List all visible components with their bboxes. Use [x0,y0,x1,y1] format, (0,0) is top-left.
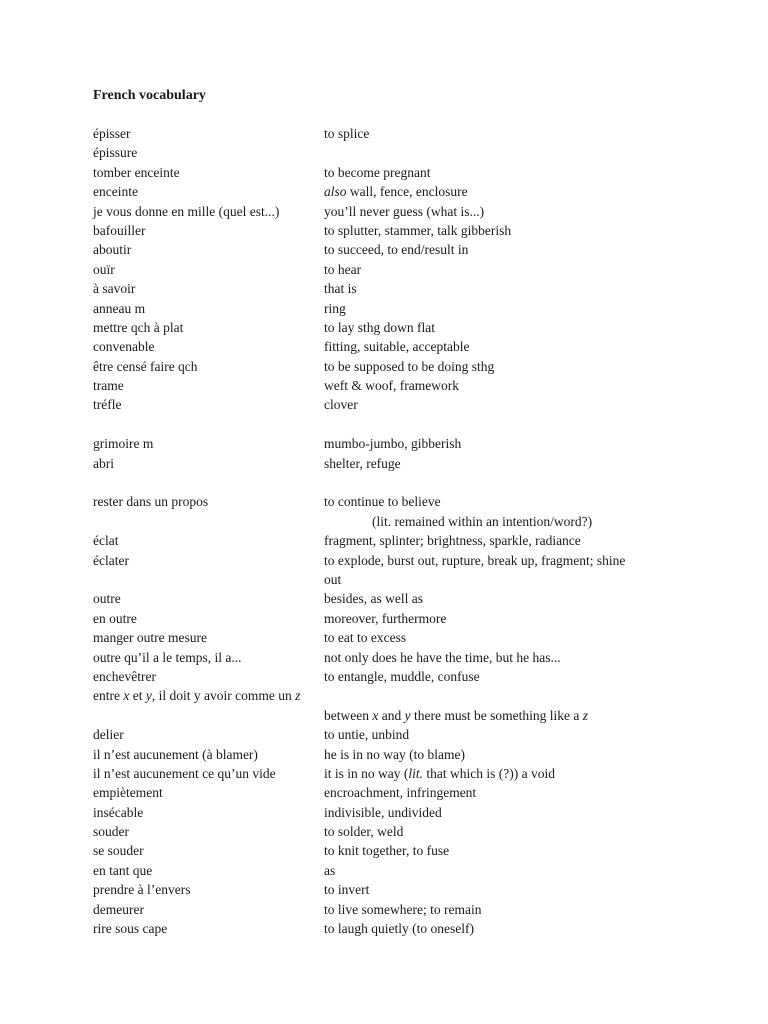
english-meaning: to be supposed to be doing sthg [324,358,495,374]
french-term: tréfle [93,397,122,413]
french-term: en tant que [93,862,153,878]
french-term: aboutir [93,242,132,258]
vocab-row [93,648,713,667]
english-meaning: that is [324,281,357,297]
english-meaning: shelter, refuge [324,455,401,471]
english-meaning: to knit together, to fuse [324,843,450,859]
french-term: éclat [93,533,119,549]
en-text: there must be something like a [410,707,583,723]
french-term: prendre à l’envers [93,882,191,898]
english-meaning: to splutter, stammer, talk gibberish [324,222,512,238]
vocab-row [93,454,713,473]
vocab-row [93,279,713,298]
english-meaning [324,764,555,783]
french-term: outre [93,591,121,607]
english-meaning: to explode, burst out, rupture, break up, fragment; shine [324,552,626,568]
vocab-row [93,686,713,705]
vocab-row [93,299,713,318]
english-meaning-text: wall, fence, enclosure [346,184,468,200]
vocab-row [93,143,713,162]
english-meaning [324,182,468,201]
english-meaning: to succeed, to end/result in [324,242,469,258]
vocab-row [93,357,713,376]
fr-text: entre [93,688,124,704]
french-term: trame [93,378,124,394]
vocab-row [93,880,713,899]
vocab-row [93,745,713,764]
vocab-row [93,182,713,201]
vocab-row [93,628,713,647]
french-term: anneau m [93,300,146,316]
english-meaning-note: (lit. remained within an intention/word?) [372,513,593,529]
french-term: à savoir [93,281,136,297]
french-term: grimoire m [93,436,154,452]
fr-var-y: y [145,688,152,704]
french-term: je vous donne en mille (quel est...) [93,203,280,219]
english-meaning-italic: also [324,184,347,200]
french-term: empiètement [93,785,163,801]
english-meaning: besides, as well as [324,591,423,607]
vocab-row [93,260,713,279]
french-term: souder [93,824,129,840]
english-meaning: not only does he have the time, but he has... [324,649,561,665]
fr-var-x: x [123,688,130,704]
vocab-row [93,919,713,938]
french-term: convenable [93,339,155,355]
en-text: it is in no way ( [324,765,409,781]
vocab-row [93,783,713,802]
vocab-row [93,318,713,337]
vocab-row [93,492,713,511]
english-meaning: clover [324,397,358,413]
vocab-row [93,803,713,822]
english-meaning: encroachment, infringement [324,785,477,801]
english-meaning: fitting, suitable, acceptable [324,339,470,355]
vocab-row [93,900,713,919]
french-term: rester dans un propos [93,494,209,510]
vocab-row [93,841,713,860]
blank-line [93,473,713,492]
english-meaning: to become pregnant [324,164,431,180]
vocab-row-continuation [93,706,713,725]
english-meaning: to hear [324,261,362,277]
vocab-row [93,163,713,182]
vocab-row [93,551,713,570]
french-term: ouïr [93,261,115,277]
english-meaning: to splice [324,126,370,141]
vocab-row [93,764,713,783]
vocab-row [93,531,713,550]
vocab-row [93,337,713,356]
french-term: mettre qch à plat [93,319,184,335]
english-meaning: to invert [324,882,370,898]
vocab-row [93,376,713,395]
english-meaning: weft & woof, framework [324,378,459,394]
french-term: épissure [93,145,138,161]
french-term: demeurer [93,901,144,917]
document-title: French vocabulary [93,88,206,103]
en-var-y: y [404,707,411,723]
french-term: se souder [93,843,144,859]
english-meaning: out [324,571,342,587]
vocab-row-continuation [93,570,713,589]
french-term: en outre [93,610,137,626]
en-var-x: x [372,707,379,723]
english-meaning: he is in no way (to blame) [324,746,465,762]
fr-text: et [129,688,146,704]
vocab-row [93,395,713,414]
vocab-row [93,861,713,880]
english-meaning: to live somewhere; to remain [324,901,482,917]
french-term: enchevêtrer [93,668,156,684]
en-text: that which is (?)) a void [423,765,555,781]
fr-text: , il doit y avoir comme un [151,688,296,704]
french-term: delier [93,727,124,743]
french-term: outre qu’il a le temps, il a... [93,649,242,665]
fr-var-z: z [295,688,301,704]
english-meaning: to eat to excess [324,630,407,646]
english-meaning: to solder, weld [324,824,404,840]
en-text: and [378,707,405,723]
french-term: insécable [93,804,144,820]
english-meaning: to untie, unbind [324,727,410,743]
vocab-row [93,589,713,608]
french-term: enceinte [93,184,138,200]
vocab-row [93,240,713,259]
vocab-row [93,202,713,221]
english-meaning: mumbo-jumbo, gibberish [324,436,462,452]
english-meaning: moreover, furthermore [324,610,447,626]
vocabulary-list [93,124,713,938]
en-var-z: z [582,707,588,723]
en-text: between [324,707,373,723]
english-meaning: ring [324,300,346,316]
french-term: abri [93,455,114,471]
french-term: bafouiller [93,222,146,238]
english-meaning: you’ll never guess (what is...) [324,203,485,219]
vocab-row-continuation [93,512,713,531]
vocab-row [93,124,713,143]
english-meaning: fragment, splinter; brightness, sparkle, radiance [324,533,581,549]
english-meaning: to continue to believe [324,494,441,510]
french-term: éclater [93,552,129,568]
french-term [93,686,300,705]
french-term: manger outre mesure [93,630,207,646]
vocab-row [93,221,713,240]
french-term: il n’est aucunement ce qu’un vide [93,765,276,781]
vocab-row [93,725,713,744]
english-meaning: indivisible, undivided [324,804,442,820]
en-lit-italic: lit. [408,765,424,781]
french-term: rire sous cape [93,921,168,937]
vocab-row [93,609,713,628]
blank-line [93,415,713,434]
vocab-row [93,434,713,453]
french-term: épisser [93,126,131,141]
french-term: être censé faire qch [93,358,198,374]
english-meaning: to lay sthg down flat [324,319,435,335]
french-term: il n’est aucunement (à blamer) [93,746,258,762]
english-meaning: to entangle, muddle, confuse [324,668,480,684]
english-meaning: as [324,862,336,878]
english-meaning [324,706,588,725]
french-term: tomber enceinte [93,164,180,180]
vocab-row [93,667,713,686]
vocab-row [93,822,713,841]
english-meaning: to laugh quietly (to oneself) [324,921,474,937]
